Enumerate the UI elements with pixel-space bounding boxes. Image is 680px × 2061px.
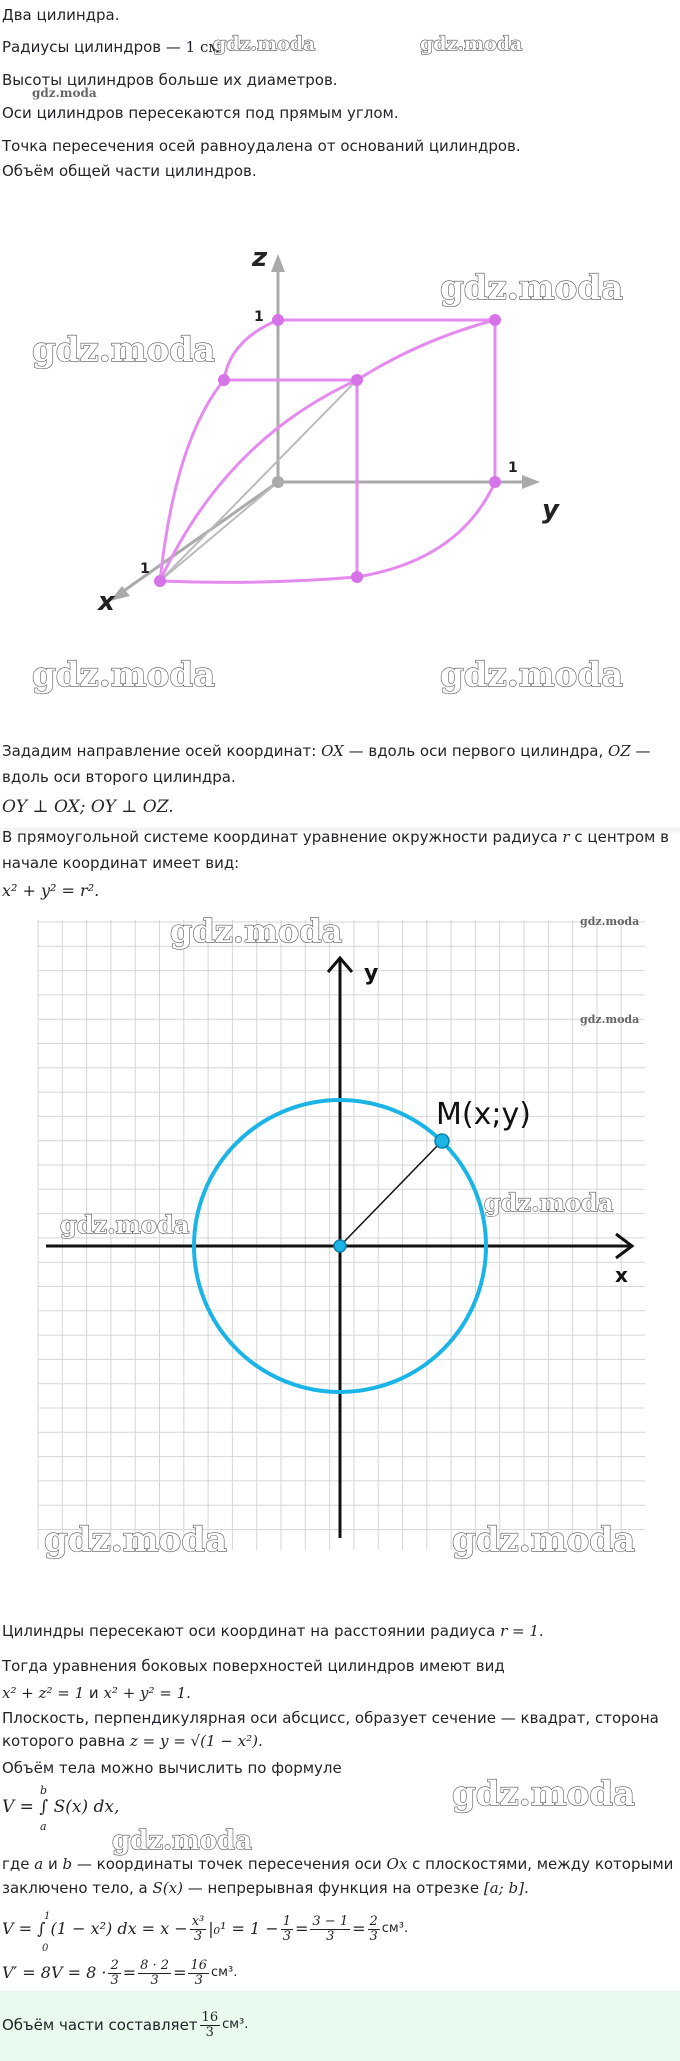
curve-bottom (160, 577, 357, 582)
watermark: gdz.moda (440, 268, 624, 308)
axis-z-arrow (271, 254, 285, 272)
label-x: x (98, 587, 115, 617)
calc2-frac-3 (188, 1959, 209, 1988)
limits-var-a: a (34, 1855, 44, 1873)
answer-text: Объём части составляет (2, 2016, 198, 2034)
calc1-expr-c: = (294, 1919, 309, 1938)
calc2-frac-2-den: 3 (150, 1972, 159, 1988)
watermark: gdz.moda (484, 1188, 614, 1217)
equation-2: x² + y² = 1. (103, 1684, 191, 1702)
tick-z-1: 1 (254, 309, 264, 325)
radius-text-b: r = 1. (500, 1622, 544, 1640)
calc1-frac-2 (281, 1915, 293, 1944)
label-y: y (542, 495, 559, 525)
watermark: gdz.moda (32, 655, 216, 695)
watermark: gdz.moda (440, 655, 624, 695)
calc1-frac-2-den: 3 (282, 1928, 291, 1944)
calc2-expr-c: = (173, 1963, 187, 1982)
curve-left (160, 380, 224, 581)
origin-point (272, 476, 284, 488)
given-line-4: Оси цилиндров пересекаются под прямым углом. (2, 104, 399, 122)
section-text-line-1: Плоскость, перпендикулярная оси абсцисс, образует сечение — квадрат, сторона (2, 1709, 659, 1727)
limits-text-line-2 (0, 1877, 680, 1899)
equation-1: x² + z² = 1 (2, 1684, 85, 1702)
watermark: gdz.moda (452, 1774, 636, 1814)
calc1-expr-a: V = ∫ (1 − x²) dx = x − (2, 1919, 188, 1938)
volume-formula-text: Объём тела можно вычислить по формуле (2, 1759, 342, 1777)
watermark: gdz.moda (420, 33, 523, 55)
answer-unit: см³. (222, 2017, 249, 2032)
calc1-frac-4 (368, 1915, 380, 1944)
calc1-frac-3-den: 3 (326, 1928, 335, 1944)
limits-function: S(x) (152, 1879, 183, 1897)
limits-text-and: и (43, 1855, 63, 1873)
surfaces-text: Тогда уравнения боковых поверхностей цилиндров имеют вид (2, 1657, 505, 1675)
calc1-frac-4-den: 3 (369, 1928, 378, 1944)
calc2-expr-b: = (122, 1963, 137, 1982)
watermark: gdz.moda (44, 1520, 228, 1560)
circle-text-line-1 (0, 826, 680, 848)
calc1-expr-b: |₀¹ = 1 − (208, 1919, 279, 1938)
surfaces-equations (0, 1682, 680, 1704)
calc1-expr-d: = (352, 1919, 366, 1938)
equation-and: и (84, 1684, 104, 1702)
point-top-right (489, 314, 501, 326)
perpendicular-formula: OY ⊥ OX; OY ⊥ OZ. (2, 797, 174, 817)
point-z1 (272, 314, 284, 326)
answer-frac-num: 16 (201, 2009, 219, 2025)
given-line-6: Объём общей части цилиндров. (2, 162, 257, 180)
given-line-5: Точка пересечения осей равноудалена от оснований цилиндров. (2, 137, 521, 155)
circle-text-a: В прямоугольной системе координат уравнение окружности радиуса (2, 828, 563, 846)
watermark: gdz.moda (170, 912, 343, 950)
calc-line-2 (0, 1953, 680, 1993)
calc2-frac-2 (138, 1959, 171, 1988)
figure-circle-grid (0, 920, 680, 1560)
calc2-frac-3-num: 16 (190, 1957, 208, 1973)
label-y: y (364, 961, 379, 986)
answer-frac-den: 3 (205, 2024, 214, 2040)
calc1-frac-1-den: 3 (193, 1928, 203, 1944)
tick-y-1: 1 (508, 460, 518, 476)
limits-text-where: где (2, 1855, 35, 1873)
watermark: gdz.moda (60, 1210, 190, 1239)
calc2-frac-3-den: 3 (194, 1972, 203, 1988)
given-radius-text: Радиусы цилиндров — (2, 38, 186, 56)
limits-text-d: заключено тело, а (2, 1879, 153, 1897)
point-center (351, 374, 363, 386)
tick-x-1: 1 (140, 561, 150, 577)
point-m (435, 1134, 449, 1148)
given-line-1: Два цилиндра. (2, 6, 120, 24)
calc1-frac-3-num: 3 − 1 (312, 1913, 349, 1929)
axes-text-line-1 (0, 740, 680, 762)
axes-text-c: — (630, 742, 651, 760)
calc1-unit: см³. (381, 1921, 409, 1936)
circle-text-r: r (562, 828, 570, 846)
curve-top-left (224, 320, 278, 380)
axes-text-a: Зададим направление осей координат: (2, 742, 322, 760)
calc2-frac-1-num: 2 (110, 1957, 119, 1973)
section-side-formula: z = y = √(1 − x²). (130, 1732, 263, 1750)
watermark: gdz.moda (580, 915, 640, 928)
section-text-line-2 (0, 1730, 680, 1752)
circle-text-line-2: начале координат имеет вид: (2, 854, 240, 872)
point-x1 (154, 575, 166, 587)
center-point (334, 1240, 346, 1252)
watermark: gdz.moda (32, 86, 97, 100)
circle-equation: x² + y² = r². (2, 881, 100, 900)
watermark: gdz.moda (32, 330, 216, 370)
watermark: gdz.moda (213, 33, 316, 55)
calc1-frac-2-num: 1 (282, 1913, 291, 1929)
curve-top-right (357, 320, 495, 380)
label-z: z (252, 243, 268, 273)
radius-text-a: Цилиндры пересекают оси координат на расстоянии радиуса (2, 1622, 501, 1640)
volume-formula-limit-b: b (40, 1784, 48, 1797)
answer-line (0, 2003, 680, 2047)
point-left-mid (218, 374, 230, 386)
watermark: gdz.moda (452, 1520, 636, 1560)
given-line-3: Высоты цилиндров больше их диаметров. (2, 71, 338, 89)
axis-x-line (118, 482, 278, 595)
watermark: gdz.moda (112, 1826, 253, 1856)
calc2-unit: см³. (211, 1965, 238, 1980)
limits-text-line-1 (0, 1853, 680, 1875)
calc1-frac-1-num: x³ (191, 1913, 205, 1929)
axis-y-arrow (522, 475, 540, 489)
curve-bottom-right (357, 482, 495, 577)
limits-text-e: — непрерывная функция на отрезке (182, 1879, 484, 1897)
inner-edge (160, 482, 278, 581)
label-m: M(x;y) (436, 1097, 531, 1132)
axis-ox: OX (321, 742, 344, 760)
calc1-limit-bottom: 0 (42, 1943, 49, 1954)
calc1-frac-4-num: 2 (369, 1913, 378, 1929)
calc1-limit-top: 1 (44, 1911, 51, 1922)
calc2-frac-1 (108, 1959, 120, 1988)
section-text-a: которого равна (2, 1732, 130, 1750)
limits-text-c: с плоскостями, между которыми (407, 1855, 674, 1873)
watermark: gdz.moda (580, 1013, 640, 1026)
axes-text-line-2: вдоль оси второго цилиндра. (2, 768, 236, 786)
limits-var-b: b (62, 1855, 73, 1873)
calc2-frac-1-den: 3 (110, 1972, 119, 1988)
point-bottom (351, 571, 363, 583)
point-y1 (489, 476, 501, 488)
volume-formula-expr: V = ∫ S(x) dx, (2, 1797, 120, 1817)
axis-oz: OZ (608, 742, 631, 760)
label-x: x (615, 1263, 628, 1287)
axes-text-b: — вдоль оси первого цилиндра, (343, 742, 608, 760)
given-radius-value: 1 см. (185, 38, 225, 56)
calc1-frac-1 (190, 1915, 207, 1944)
limits-text-b: — координаты точек пересечения оси (72, 1855, 387, 1873)
volume-formula-limit-a: a (40, 1820, 47, 1833)
limits-segment: [a; b]. (483, 1879, 529, 1897)
calc1-frac-3 (310, 1915, 350, 1944)
given-line-2 (0, 36, 680, 58)
answer-frac (200, 2011, 221, 2040)
calc-line-1 (0, 1908, 680, 1954)
radius-text (0, 1620, 680, 1642)
circle-text-b: с центром в (569, 828, 669, 846)
limits-axis-ox: Ox (386, 1855, 408, 1873)
calc2-frac-2-num: 8 · 2 (140, 1957, 170, 1973)
calc2-expr-a: V′ = 8V = 8 · (2, 1963, 107, 1982)
